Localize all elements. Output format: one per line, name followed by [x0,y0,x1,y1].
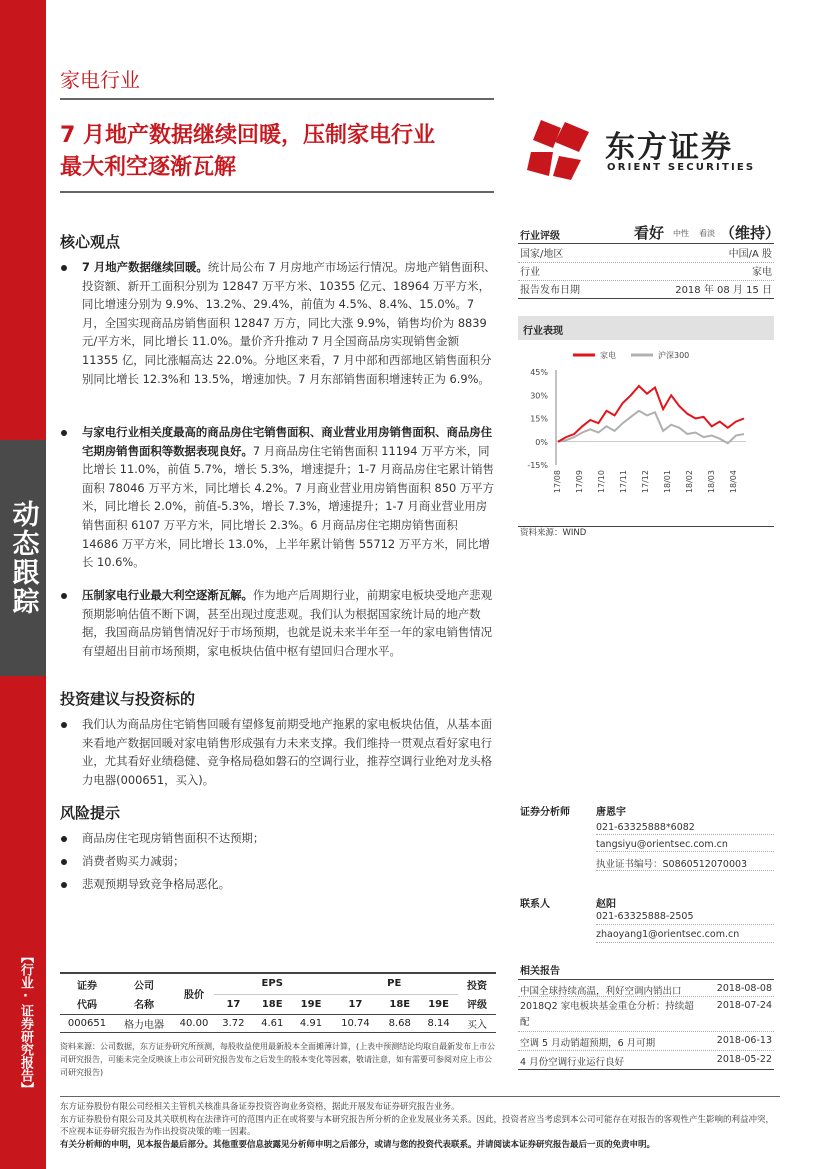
footer-disclaimer [60,1101,780,1151]
contact-label: 联系人 [520,899,550,910]
series-line [558,411,744,444]
related-item[interactable] [518,1031,774,1050]
bullet-dot [61,836,67,842]
related-item[interactable] [518,996,774,1031]
th-code-2: 代码 [77,1000,97,1012]
bullet-dot [61,882,67,888]
legend-label: 家电 [600,351,616,360]
x-tick-label: 18/04 [729,470,738,494]
th-year: 18E [389,998,411,1010]
y-tick-label: 15% [530,414,548,424]
th-year: 17 [348,998,363,1010]
th-year: 18E [261,998,283,1010]
related-title[interactable]: 中国全球持续高温，利好空调内销出口 [520,986,682,997]
dotted-rule [596,851,774,853]
dotted-rule [596,942,774,944]
dotted-rule [596,834,774,836]
cell-pe-17: 10.74 [341,1017,370,1029]
rating-box [518,221,781,299]
th-year: 19E [300,998,322,1010]
related-heading: 相关报告 [520,966,560,977]
footer-rule [60,1096,780,1097]
rating-label: 行业评级 [520,231,560,242]
perf-heading-bar [518,316,774,340]
rating-value: 看好 [634,224,665,242]
dotted-rule [596,924,774,926]
report-title-line1: 7 月地产数据继续回暖，压制家电行业 [60,123,435,148]
analyst-phone: 021-63325888*6082 [596,822,695,833]
meta-key: 行业 [520,267,540,278]
meta-row-region [518,247,774,263]
meta-value: 家电 [752,267,772,278]
invest-text: 我们认为商品房住宅销售回暖有望修复前期受地产拖累的家电板块估值，从基本面来看地产数据回暖对家电销售形成强有力未来支撑。我们维持一贯观点看好家电行业，尤其看好业绩稳健、竞争格局稳如磐石的空调行业，推荐空调行业绝对龙头格力电器(000651，买入)。 [82,717,493,787]
x-tick-label: 17/12 [641,470,650,494]
y-tick-label: 30% [530,391,548,401]
analyst-email: tangsiyu@orientsec.com.cn [596,839,728,850]
side-label-report-type: 【行业·证券研究报告】 [18,950,33,1095]
core-bullet-3-text: 作为地产后周期行业，前期家电板块受地产悲观预期影响估值不断下调，甚至出现过度悲观。我们认为根据国家统计局的地产数据，我国商品房销售情况好于市场预期，也就是说未来半年至一年的家电销售情况有望超出目前市场预期，家电板块估值中枢有望回归合理水平。 [82,588,493,658]
header-divider [60,98,494,100]
rating-option-bearish: 看淡 [699,229,715,238]
side-label-dynamic-tracking: 动态跟踪 [0,440,46,676]
x-tick-label: 17/10 [597,470,606,494]
risk-item-3: 悲观预期导致竞争格局恶化。 [82,877,231,891]
th-year: 19E [428,998,449,1010]
core-bullet-1-bold: 7 月地产数据继续回暖。 [82,260,208,274]
dotted-rule [596,870,774,872]
legend-label: 沪深300 [658,351,690,360]
rating-meta [518,247,774,299]
industry-category: 家电行业 [60,68,140,92]
cell-company: 格力电器 [124,1019,164,1031]
cell-pe-18e: 8.68 [388,1017,411,1029]
footer-line-1: 东方证券股份有限公司经相关主管机关核准具备证券投资咨询业务资格，据此开展发布证券研究报告业务。 [60,1102,460,1112]
analyst-name: 唐恩宇 [596,807,626,818]
related-item[interactable] [518,1050,774,1070]
risk-item-1: 商品房住宅现房销售面积不达预期； [82,831,265,845]
logo-en-text: ORIENT SECURITIES [607,162,756,173]
report-title-line2: 最大利空逐渐瓦解 [60,155,237,180]
rating-option-neutral: 中性 [673,229,689,238]
chart-source: 资料来源：WIND [520,528,587,538]
table-header-row-2 [60,994,496,1014]
bullet-dot [61,593,67,599]
contact-name: 赵阳 [596,899,616,910]
th-invest-2: 评级 [467,1000,487,1012]
cell-eps-17: 3.72 [222,1017,245,1029]
related-title[interactable]: 空调 5 月动销超预期，6 月可期 [520,1038,656,1049]
bullet-dot [61,265,67,271]
contact-phone: 021-63325888-2505 [596,911,694,922]
invest-heading: 投资建议与投资标的 [60,690,196,708]
core-bullet-1-text: 统计局公布 7 月房地产市场运行情况。房地产销售面积、投资额、新开工面积分别为 12847 万平方米、10355 亿元、18964 万平方米，同比增速分别为 9.9%、13.2%、29.4%，前值为 4.5%、8.4%、15.0%。7 月，全国实现商品房销售面积 12847 万方，同比大涨 9.9%，销售均价为 8839 元/平方米，同比增长 11.0%。量价齐升推动 7 月全国商品房实现销售金额 11355 亿，同比涨幅高达 22.0%。分地区来看，7 月中部和西部地区销售面积分别同比增长 12.3%和 13.5%，增速加快。7 月东部销售面积增速转正为 6.9%。 [82,260,496,386]
industry-performance-chart [518,342,774,516]
th-pe: PE [330,974,458,994]
x-tick-label: 18/03 [707,470,716,494]
cell-rating: 买入 [467,1019,487,1031]
y-tick-label: 45% [530,368,548,377]
meta-row-date [518,283,774,299]
table-row [60,1014,496,1032]
meta-value: 2018 年 08 月 15 日 [675,285,772,296]
risk-heading: 风险提示 [60,804,121,822]
x-tick-label: 17/09 [575,470,584,494]
footer-line-2: 东方证券股份有限公司及其关联机构在法律许可的范围内正在或将要与本研究报告所分析的企业发展业务关系。因此，投资者应当考虑到本公司可能存在对报告的客观性产生影响的利益冲突，不应视本证券研究报告为作出投资决策的唯一因素。 [60,1114,775,1137]
related-title[interactable]: 2018Q2 家电板块基金重仓分析：持续超配 [520,1001,694,1028]
rating-status: （维持） [720,224,781,242]
bullet-dot [61,859,67,865]
meta-value: 中国/A 股 [728,249,772,260]
core-bullet-2-text: 7 月商品房住宅销售面积 11194 万平方米，同比增长 11.0%，前值 5.7%，增长 5.3%，增速提升；1-7 月商品房住宅累计销售面积 78046 万平方米，同比增长 4.2%。7 月商业营业用房销售面积 850 万平方米，同比增长 2.0%，前值-5.3%，增长 7.3%，增速提升；1-7 月商业营业用房销售面积 6107 万平方米，同比增长 2.3%。6 月商品房住宅期房销售面积 14686 万平方米，同比增长 13.0%，上半年累计销售 55712 万平方米，同比增长 10.6%。 [82,443,495,570]
meta-key: 报告发布日期 [520,285,580,296]
core-bullet-2-bold: 与家电行业相关度最高的商品房住宅销售面积、商业营业用房销售面积、商品房住宅期房销售面积等数据表现良好。 [82,425,493,458]
meta-row-industry [518,265,774,281]
related-title[interactable]: 4 月份空调行业运行良好 [520,1057,625,1068]
x-tick-label: 17/11 [619,470,628,494]
rating-header-row [518,221,781,244]
logo-cn-text: 东方证券 [605,130,733,165]
related-date: 2018-07-24 [716,1000,772,1011]
analyst-label: 证券分析师 [520,807,570,818]
core-bullet-1 [82,258,496,388]
cell-eps-19e: 4.91 [299,1017,323,1029]
x-tick-label: 18/02 [685,470,694,494]
core-view-heading: 核心观点 [60,233,121,251]
core-bullet-3-bold: 压制家电行业最大利空逐渐瓦解。 [82,588,253,602]
title-divider [60,191,494,193]
related-date: 2018-08-08 [716,983,772,994]
related-reports [518,962,774,1070]
contact-email: zhaoyang1@orientsec.com.cn [596,929,740,940]
valuation-table [60,974,496,1033]
cell-eps-18e: 4.61 [261,1017,284,1029]
related-date: 2018-05-22 [716,1054,772,1065]
related-date: 2018-06-13 [716,1035,772,1046]
core-bullet-2 [82,423,496,572]
th-eps: EPS [214,974,330,994]
bullet-dot [61,722,67,728]
bullet-dot [61,430,67,436]
related-item[interactable] [518,980,774,996]
company-logo [527,118,782,182]
logo-mark-icon [527,118,599,182]
core-bullet-3 [82,586,496,660]
cell-pe-19e: 8.14 [427,1017,450,1029]
table-header-row [60,974,496,994]
footer-line-3: 有关分析师的申明，见本报告最后部分。其他重要信息披露见分析师申明之后部分，或请与您的投资代表联系。并请阅读本证券研究报告最后一页的免责申明。 [60,1139,656,1150]
y-tick-label: -15% [527,461,548,470]
cell-price: 40.00 [179,1017,209,1029]
th-invest: 投资 [467,980,487,992]
cell-code: 000651 [67,1017,107,1029]
y-tick-label: 0% [535,437,548,447]
th-year: 17 [226,998,241,1010]
x-tick-label: 17/08 [553,470,562,494]
x-tick-label: 18/01 [663,470,672,494]
risk-item-2: 消费者购买力减弱； [82,854,185,868]
table-note: 资料来源：公司数据，东方证券研究所预测，每股收益使用最新股本全面摊薄计算，(上表中预测结论均取自最新发布上市公司研究报告，可能未完全反映该上市公司研究报告发布之后发生的股本变化等因素，敬请注意，如有需要可参阅对应上市公司研究报告) [60,1042,496,1077]
th-company-2: 名称 [134,1000,154,1012]
perf-heading: 行业表现 [523,326,563,337]
th-company: 公司 [134,980,154,992]
th-price: 股价 [184,990,204,1002]
th-code: 证券 [77,980,97,992]
meta-key: 国家/地区 [520,249,564,260]
analyst-license: 执业证书编号：S0860512070003 [596,859,748,870]
